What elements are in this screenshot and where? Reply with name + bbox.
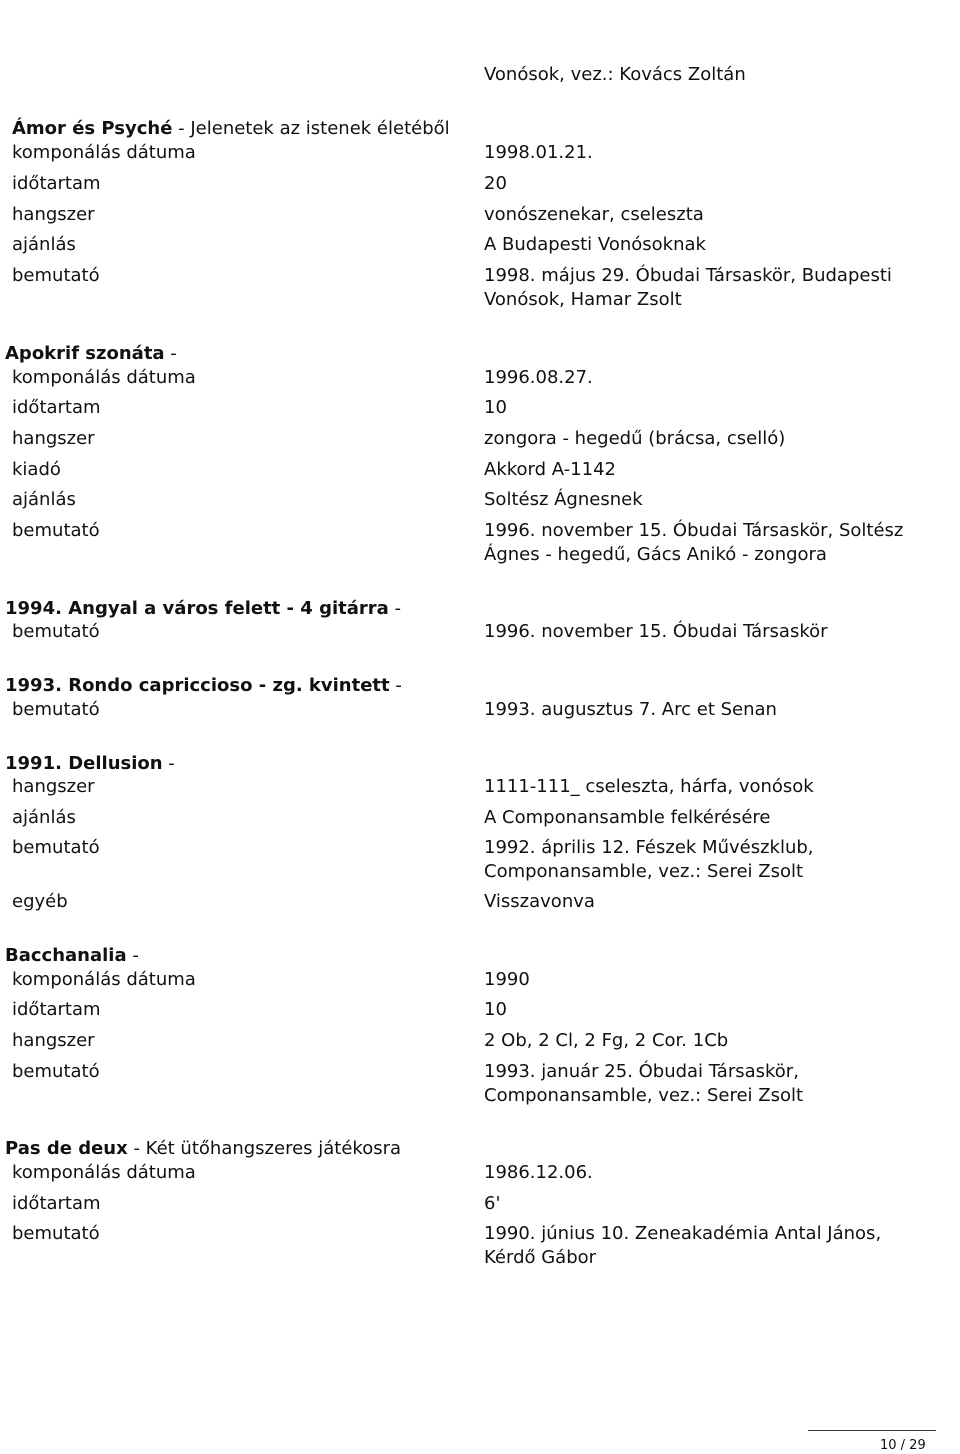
row-value: 1998.01.21. bbox=[484, 142, 593, 163]
row-value: 1993. január 25. Óbudai Társaskör, bbox=[484, 1061, 799, 1082]
work-subtitle: Jelenetek az istenek életéből bbox=[190, 118, 450, 139]
row-value: 20 bbox=[484, 173, 507, 194]
row-value: 6' bbox=[484, 1193, 501, 1214]
row-value: 1996.08.27. bbox=[484, 367, 593, 388]
work-separator: - bbox=[127, 1138, 146, 1159]
row-label: hangszer bbox=[12, 776, 95, 797]
row-value: A Componansamble felkérésére bbox=[484, 807, 771, 828]
row-value: zongora - hegedű (brácsa, cselló) bbox=[484, 428, 786, 449]
row-label: komponálás dátuma bbox=[12, 1162, 196, 1183]
continued-text: Vonósok, vez.: Kovács Zoltán bbox=[484, 64, 746, 85]
row-label: bemutató bbox=[12, 265, 100, 286]
row-value: 10 bbox=[484, 397, 507, 418]
work-title: Pas de deux bbox=[5, 1138, 128, 1159]
row-value: 10 bbox=[484, 999, 507, 1020]
row-value: 1986.12.06. bbox=[484, 1162, 593, 1183]
row-label: bemutató bbox=[12, 1223, 100, 1244]
row-label: komponálás dátuma bbox=[12, 142, 196, 163]
work-title-line bbox=[5, 342, 177, 366]
row-label: ajánlás bbox=[12, 234, 76, 255]
work-separator: - bbox=[389, 675, 402, 696]
row-label: időtartam bbox=[12, 999, 101, 1020]
work-title: Ámor és Psyché bbox=[12, 118, 173, 139]
row-label: hangszer bbox=[12, 204, 95, 225]
work-title: 1994. Angyal a város felett - 4 gitárra bbox=[5, 598, 389, 619]
row-value: 1992. április 12. Fészek Művészklub, bbox=[484, 837, 814, 858]
row-value: vonószenekar, cseleszta bbox=[484, 204, 704, 225]
work-title-line bbox=[5, 944, 139, 968]
work-title: Apokrif szonáta bbox=[5, 343, 165, 364]
row-label: bemutató bbox=[12, 520, 100, 541]
row-label: ajánlás bbox=[12, 807, 76, 828]
page-number: 10 / 29 bbox=[880, 1438, 926, 1453]
row-label: komponálás dátuma bbox=[12, 969, 196, 990]
row-label: hangszer bbox=[12, 428, 95, 449]
row-value: A Budapesti Vonósoknak bbox=[484, 234, 706, 255]
row-label: időtartam bbox=[12, 173, 101, 194]
work-separator: - bbox=[126, 945, 139, 966]
work-separator: - bbox=[388, 598, 402, 619]
work-subtitle: Két ütőhangszeres játékosra bbox=[145, 1138, 402, 1159]
work-separator: - bbox=[172, 118, 191, 139]
row-value: 1996. november 15. Óbudai Társaskör bbox=[484, 621, 828, 642]
row-label: bemutató bbox=[12, 621, 100, 642]
row-value: 1996. november 15. Óbudai Társaskör, Soltész bbox=[484, 520, 904, 541]
row-value-continued: Vonósok, Hamar Zsolt bbox=[484, 289, 682, 310]
row-value-continued: Ágnes - hegedű, Gács Anikó - zongora bbox=[484, 544, 827, 565]
row-value-continued: Componansamble, vez.: Serei Zsolt bbox=[484, 1085, 804, 1106]
row-value: Akkord A-1142 bbox=[484, 459, 616, 480]
row-label: hangszer bbox=[12, 1030, 95, 1051]
work-title: 1991. Dellusion bbox=[5, 753, 163, 774]
row-label: bemutató bbox=[12, 837, 100, 858]
row-value: Visszavonva bbox=[484, 891, 595, 912]
row-value: 1990 bbox=[484, 969, 530, 990]
work-title-line bbox=[5, 752, 175, 776]
work-title: Bacchanalia bbox=[5, 945, 127, 966]
work-title-line bbox=[12, 117, 450, 141]
row-value: 1990. június 10. Zeneakadémia Antal János, bbox=[484, 1223, 882, 1244]
work-title-line bbox=[5, 1137, 401, 1161]
work-separator: - bbox=[162, 753, 175, 774]
work-title: 1993. Rondo capriccioso - zg. kvintett bbox=[5, 675, 390, 696]
row-label: ajánlás bbox=[12, 489, 76, 510]
row-value: 2 Ob, 2 Cl, 2 Fg, 2 Cor. 1Cb bbox=[484, 1030, 729, 1051]
work-title-line bbox=[5, 597, 401, 621]
footer-rule bbox=[808, 1430, 936, 1431]
work-separator: - bbox=[164, 343, 177, 364]
row-value-continued: Componansamble, vez.: Serei Zsolt bbox=[484, 861, 804, 882]
row-label: bemutató bbox=[12, 1061, 100, 1082]
row-label: egyéb bbox=[12, 891, 68, 912]
row-label: kiadó bbox=[12, 459, 61, 480]
work-title-line bbox=[5, 674, 402, 698]
row-value: 1998. május 29. Óbudai Társaskör, Budapesti bbox=[484, 265, 892, 286]
row-label: bemutató bbox=[12, 699, 100, 720]
row-label: időtartam bbox=[12, 1193, 101, 1214]
row-value: 1993. augusztus 7. Arc et Senan bbox=[484, 699, 777, 720]
row-label: időtartam bbox=[12, 397, 101, 418]
row-value-continued: Kérdő Gábor bbox=[484, 1247, 597, 1268]
row-value: 1111-111_ cseleszta, hárfa, vonósok bbox=[484, 776, 814, 797]
row-label: komponálás dátuma bbox=[12, 367, 196, 388]
row-value: Soltész Ágnesnek bbox=[484, 489, 643, 510]
